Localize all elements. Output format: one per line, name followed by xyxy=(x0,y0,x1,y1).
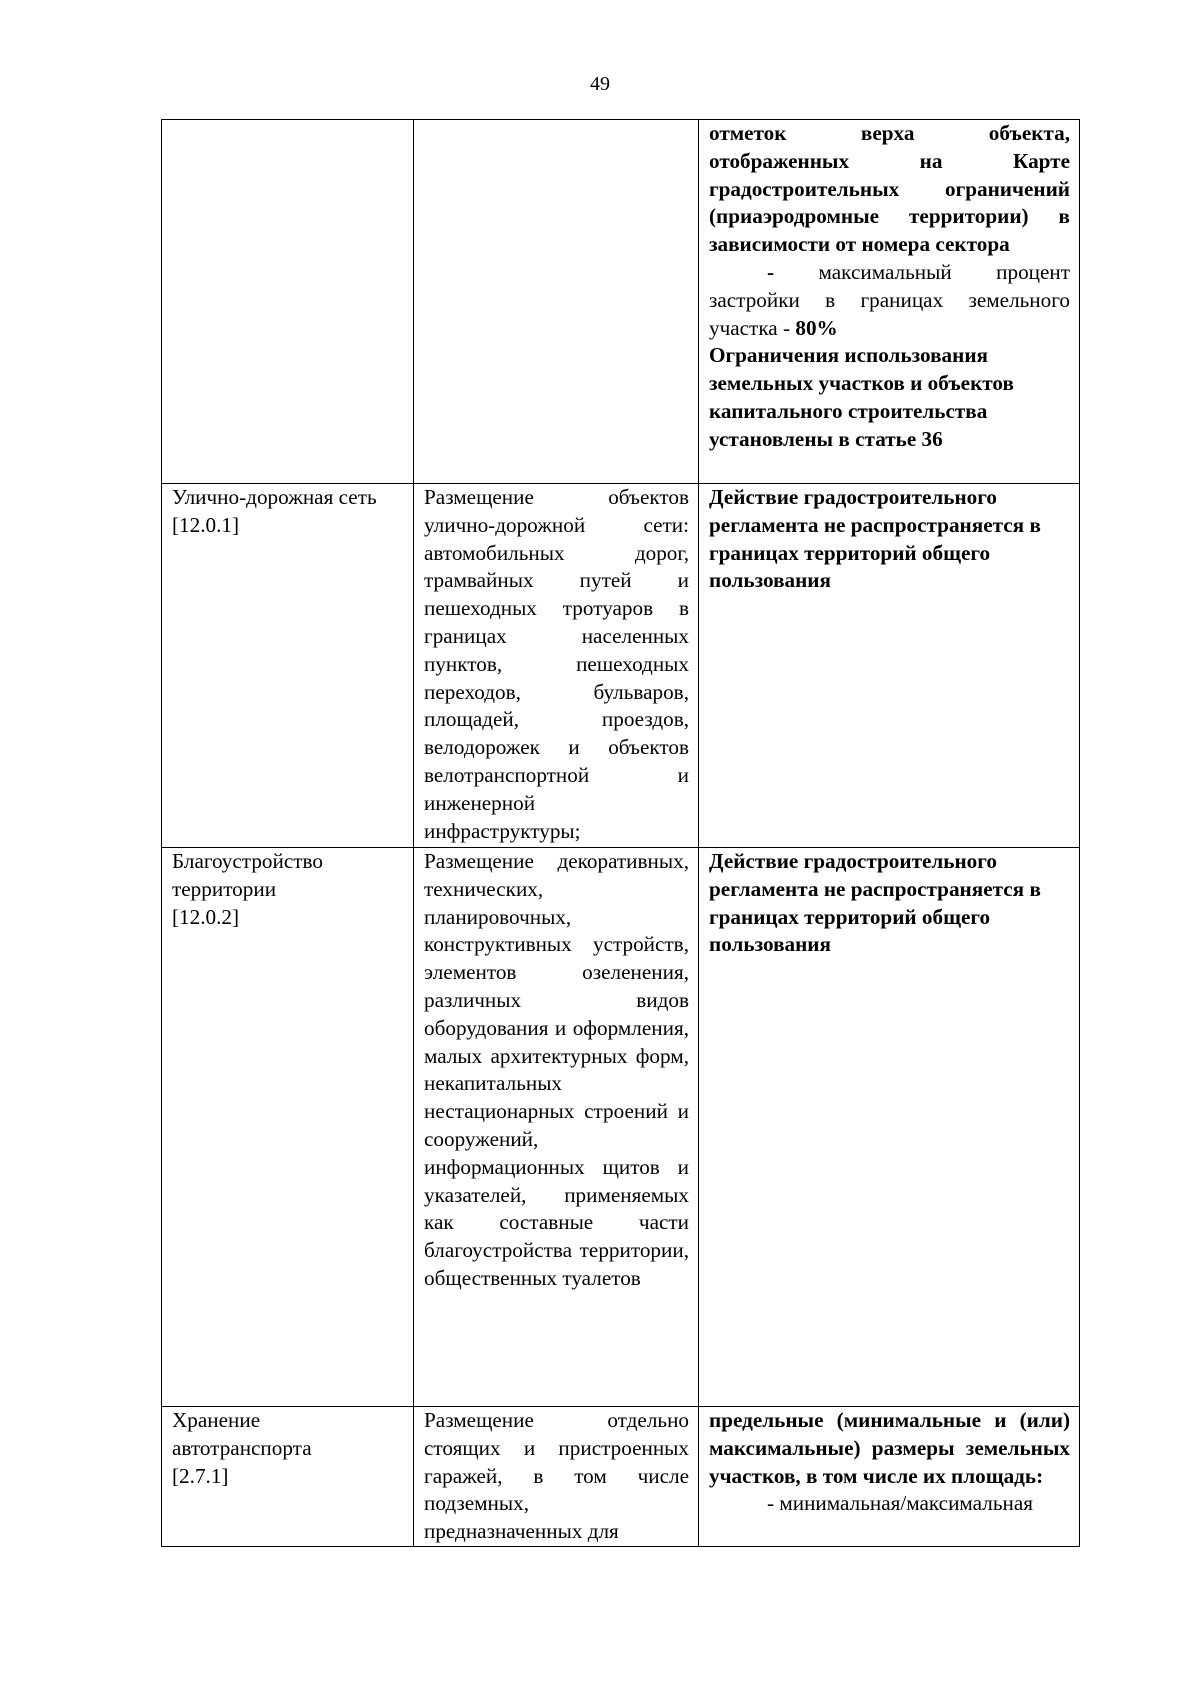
parameters-item xyxy=(709,259,1070,342)
table-row xyxy=(162,1407,1080,1547)
page-number: 49 xyxy=(590,73,610,95)
parameters-text: отметок верха объекта, отображенных на Карте градостроительных ограничений (приаэродромные территории) в зависимости от номера сектора xyxy=(709,121,1070,257)
table-row xyxy=(162,120,1080,484)
use-type-cell xyxy=(162,484,414,848)
dash-marker: - xyxy=(767,259,775,284)
regulation-table xyxy=(161,119,1080,1547)
use-description-cell xyxy=(414,120,699,484)
table-row xyxy=(162,484,1080,848)
parameters-cell: Действие градостроительного регламента не распространяется в границах территорий общего пользования xyxy=(699,484,1080,848)
use-description-cell: Размещение объектов улично-дорожной сети: автомобильных дорог, трамвайных путей и пешеходных тротуаров в границах населенных пунктов, пешеходных переходов, бульваров, площадей, проездов, велодорожек и объектов велотранспортной и инженерной инфраструктуры; xyxy=(414,484,699,848)
use-type-code: [12.0.2] xyxy=(172,904,240,929)
parameters-cell: Действие градостроительного регламента не распространяется в границах территорий общего пользования xyxy=(699,848,1080,1407)
use-type-cell xyxy=(162,848,414,1407)
use-type-cell xyxy=(162,120,414,484)
use-type-name: Хранение автотранспорта xyxy=(172,1408,312,1460)
use-type-name: Благоустройство территории xyxy=(172,849,323,901)
use-type-name: Улично-дорожная сеть xyxy=(172,485,377,509)
use-description-cell: Размещение декоративных, технических, планировочных, конструктивных устройств, элементов озеленения, различных видов оборудования и оформления, малых архитектурных форм, некапитальных нестационарных строений и сооружений, информационных щитов и указателей, применяемых как составные части благоустройства территории, общественных туалетов xyxy=(414,848,699,1407)
table-row xyxy=(162,848,1080,1407)
parameters-cell xyxy=(699,1407,1080,1547)
use-type-cell xyxy=(162,1407,414,1547)
use-type-code: [2.7.1] xyxy=(172,1463,229,1488)
parameters-text: предельные (минимальные и (или) максимальные) размеры земельных участков, в том числе их площадь: xyxy=(709,1408,1070,1488)
parameters-cell xyxy=(699,120,1080,484)
parameters-item-value: 80% xyxy=(795,315,838,340)
parameters-item-text: максимальный процент застройки в границах земельного участка - xyxy=(709,259,1071,340)
use-type-code: [12.0.1] xyxy=(172,512,240,537)
use-description-cell: Размещение отдельно стоящих и пристроенных гаражей, в том числе подземных, предназначенных для xyxy=(414,1407,699,1547)
restrictions-text: Ограничения использования земельных участков и объектов капитального строительства установлены в статье 36 xyxy=(709,343,1014,451)
parameters-item: - минимальная/максимальная xyxy=(767,1491,1033,1516)
